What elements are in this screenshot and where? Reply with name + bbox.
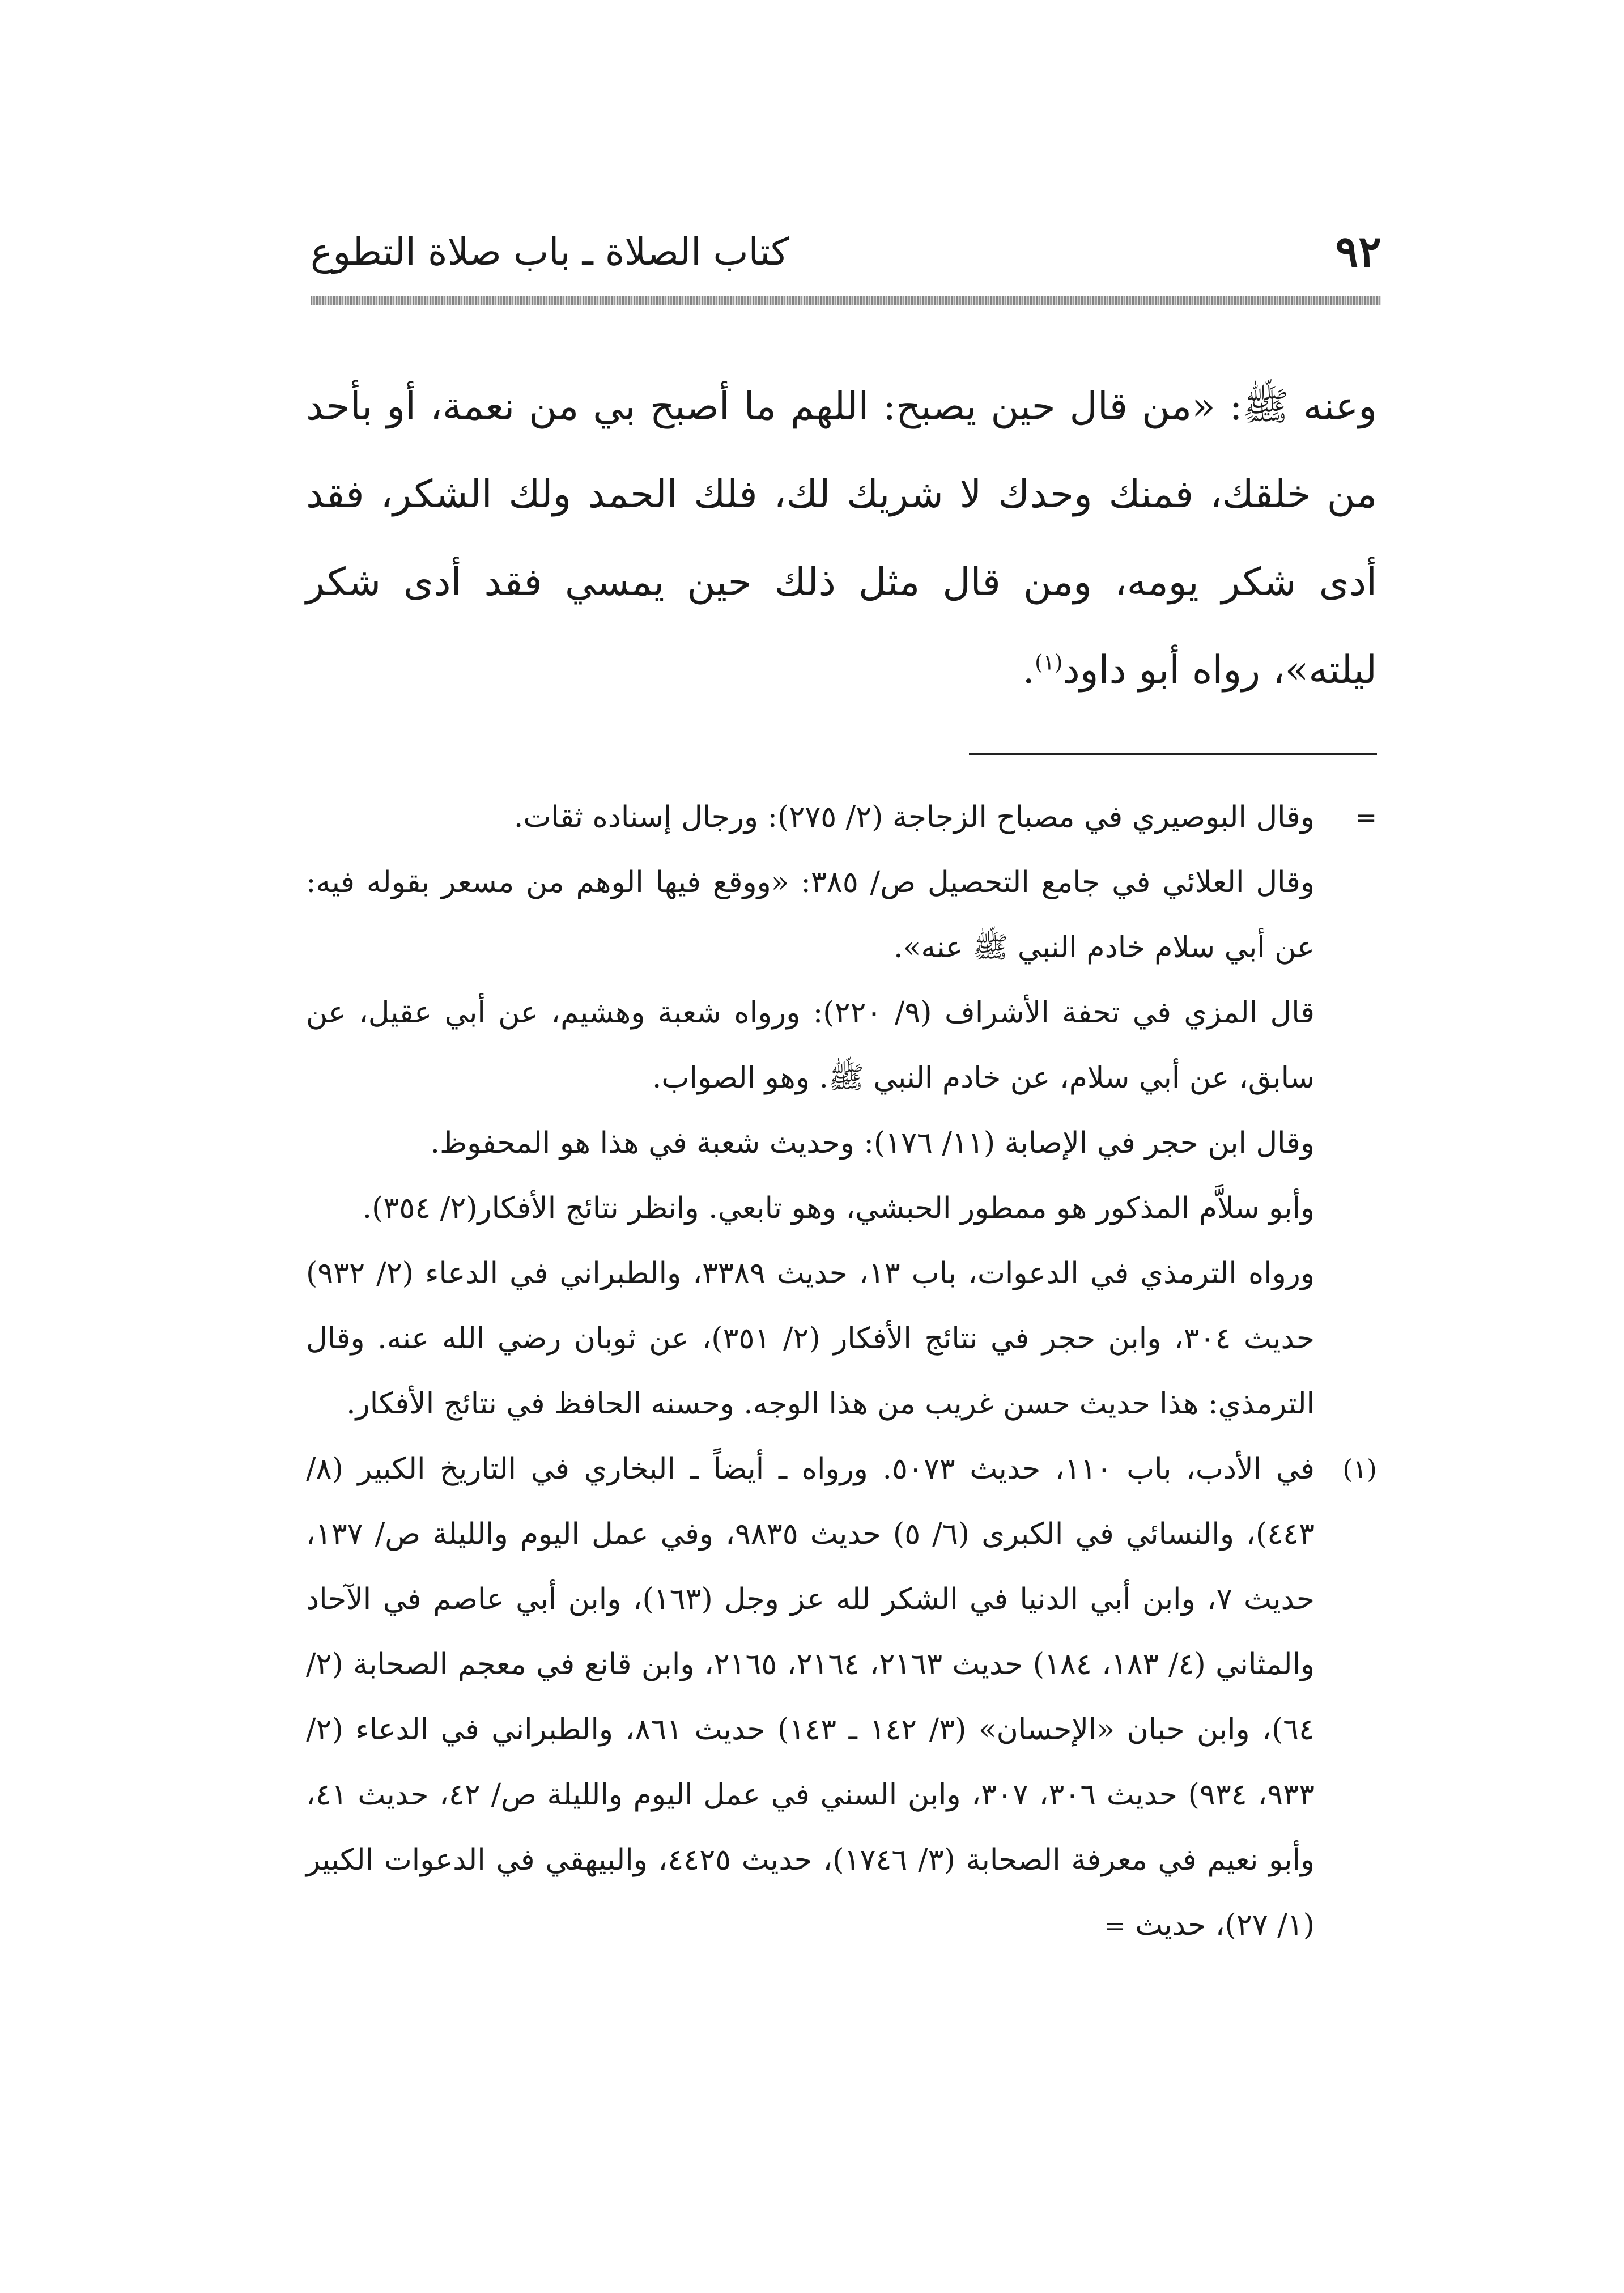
footnote-1-marker: (١)	[1342, 1454, 1377, 1484]
main-text	[306, 363, 1377, 714]
footnote-paragraph: وأبو سلاَّم المذكور هو ممطور الحبشي، وهو تابعي. وانظر نتائج الأفكار(٢/ ٣٥٤).	[362, 1191, 1315, 1225]
continuation-marker: =	[1355, 802, 1377, 833]
footnote-paragraph: وقال ابن حجر في الإصابة (١١/ ١٧٦): وحديث شعبة في هذا هو المحفوظ.	[430, 1126, 1315, 1160]
header-rule	[311, 296, 1381, 305]
footnote-1-continues-marker: =	[1104, 1910, 1126, 1941]
footnote-reference: (١)	[1035, 649, 1063, 675]
footnote-1-body: في الأدب، باب ١١٠، حديث ٥٠٧٣. ورواه ـ أيضاً ـ البخاري في التاريخ الكبير (٨/ ٤٤٣)، والنسائي في الكبرى (٦/ ٥) حديث ٩٨٣٥، وفي عمل اليوم والليلة ص/ ١٣٧، حديث ٧، وابن أبي الدنيا في الشكر لله عز وجل (١٦٣)، وابن أبي عاصم في الآحاد والمثاني (٤/ ١٨٣، ١٨٤) حديث ٢١٦٣، ٢١٦٤، ٢١٦٥، وابن قانع في معجم الصحابة (٢/ ٦٤)، وابن حبان «الإحسان» (٣/ ١٤٢ ـ ١٤٣) حديث ٨٦١، والطبراني في الدعاء (٢/ ٩٣٣، ٩٣٤) حديث ٣٠٦، ٣٠٧، وابن السني في عمل اليوم والليلة ص/ ٤٢، حديث ٤١، وأبو نعيم في معرفة الصحابة (٣/ ١٧٤٦)، حديث ٤٤٢٥، والبيهقي في الدعوات الكبير (١/ ٢٧)، حديث	[306, 1452, 1315, 1942]
footnote-continuation	[306, 785, 1377, 1437]
footnote-1-text	[306, 1437, 1315, 1959]
main-paragraph: وعنه ﷺ: «من قال حين يصبح: اللهم ما أصبح بي من نعمة، أو بأحد من خلقك، فمنك وحدك لا شريك لك، فلك الحمد ولك الشكر، فقد أدى شكر يومه، ومن قال مثل ذلك حين يمسي فقد أدى شكر ليلته»، رواه أبو داود	[306, 384, 1377, 693]
page-header	[311, 227, 1381, 300]
running-title: كتاب الصلاة ـ باب صلاة التطوع	[311, 230, 789, 274]
footnote-paragraph: قال المزي في تحفة الأشراف (٩/ ٢٢٠): ورواه شعبة وهشيم، عن أبي عقيل، عن سابق، عن أبي سلام، عن خادم النبي ﷺ. وهو الصواب.	[306, 996, 1315, 1095]
footnote-paragraph: وقال البوصيري في مصباح الزجاجة (٢/ ٢٧٥): ورجال إسناده ثقات.	[513, 800, 1315, 834]
footnote-1	[306, 1437, 1377, 1959]
page-number: ٩٢	[1335, 226, 1381, 277]
main-paragraph-end: .	[1022, 648, 1035, 693]
footnote-paragraph: ورواه الترمذي في الدعوات، باب ١٣، حديث ٣٣٨٩، والطبراني في الدعاء (٢/ ٩٣٢) حديث ٣٠٤، وابن حجر في نتائج الأفكار (٢/ ٣٥١)، عن ثوبان رضي الله عنه. وقال الترمذي: هذا حديث حسن غريب من هذا الوجه. وحسنه الحافظ في نتائج الأفكار.	[306, 1256, 1315, 1421]
footnote-separator	[969, 753, 1377, 755]
footnotes	[306, 785, 1377, 1959]
footnote-paragraph: وقال العلائي في جامع التحصيل ص/ ٣٨٥: «ووقع فيها الوهم من مسعر بقوله فيه: عن أبي سلام خادم النبي ﷺ عنه».	[306, 865, 1315, 965]
